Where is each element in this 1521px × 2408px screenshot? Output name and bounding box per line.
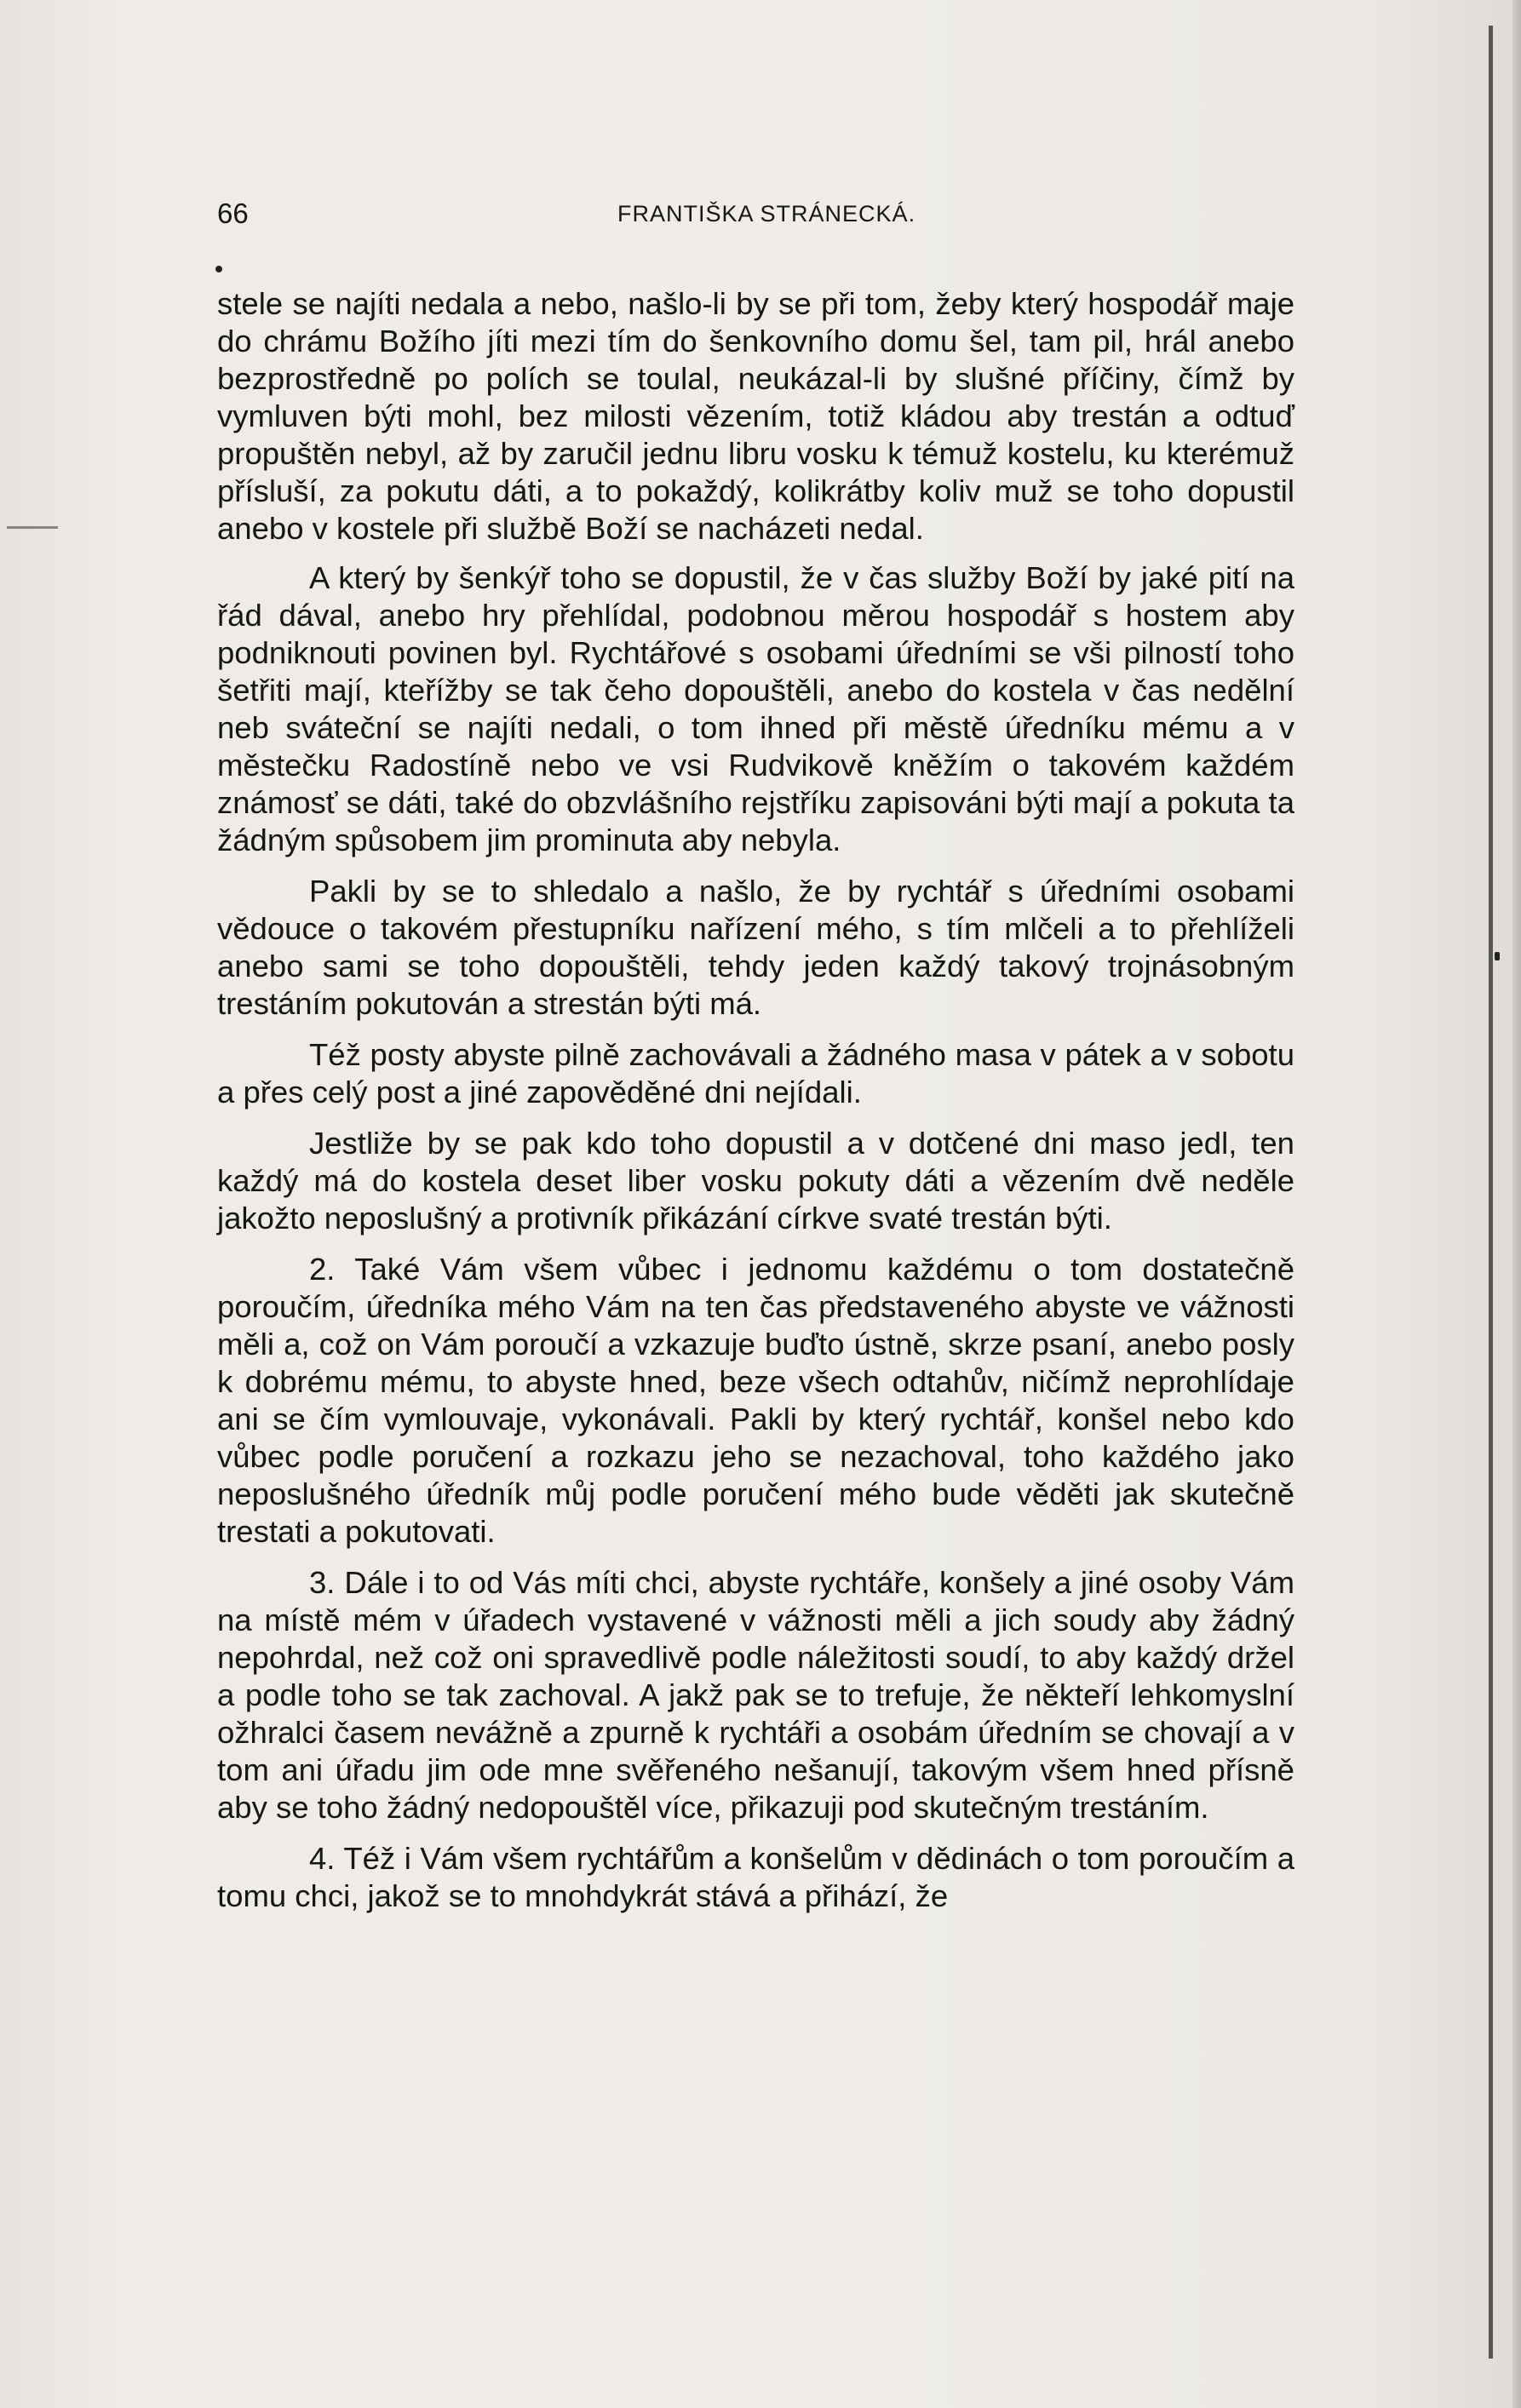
margin-mark bbox=[7, 526, 58, 529]
scan-edge-line bbox=[1489, 26, 1493, 2359]
paragraph: stele se najíti nedala a nebo, našlo-li by se při tom, žeby který hospodář maje do chrámu Božího jíti mezi tím do šenkovního domu šel, tam pil, hrál anebo bezprostředně po polích se toulal, neukázal-li by slušné příčiny, čímž by vymluven býti mohl, bez milosti vězením, totiž kládou aby trestán a odtuď propuštěn nebyl, až by zaručil jednu libru vosku k témuž kostelu, ku kterémuž přísluší, za pokutu dáti, a to pokaždý, kolikrátby koliv muž se toho dopustil anebo v kostele při službě Boží se nacházeti nedal. bbox=[217, 286, 1294, 546]
paragraph: Pakli by se to shledalo a našlo, že by rychtář s úředními osobami vědouce o takovém přestupníku nařízení mého, s tím mlčeli a to přehlíželi anebo sami se toho dopouštěli, tehdy jeden každý takový trojnásobným trestáním pokutován a strestán býti má. bbox=[217, 874, 1294, 1021]
paragraph: 3. Dále i to od Vás míti chci, abyste rychtáře, konšely a jiné osoby Vám na místě mém v úřadech vystavené v vážnosti měli a jich soudy aby žádný nepohrdal, než což oni spravedlivě podle náležitosti soudí, to aby každý držel a podle toho se tak zachoval. A jakž pak se to trefuje, že někteří lehkomyslní ožhralci časem nevážně a zpurně k rychtáři a osobám úředním se chovají a v tom ani úřadu jim ode mne svěřeného nešanují, takovým všem hned přísně aby se toho žádný nedopouštěl více, přikazuji pod skutečným trestáním. bbox=[217, 1565, 1294, 1825]
edge-mark bbox=[1495, 952, 1500, 960]
paragraph: 2. Také Vám všem vůbec i jednomu každému o tom dostatečně poroučím, úředníka mého Vám na ten čas představeného abyste ve vážnosti měli a, což on Vám poroučí a vzkazuje buďto ústně, skrze psaní, anebo posly k dobrému mému, to abyste hned, beze všech odtahův, ničímž neprohlídaje ani se čím vymlouvaje, vykonávali. Pakli by který rychtář, konšel nebo kdo vůbec podle poručení a rozkazu jeho se nezachoval, toho každého jako neposlušného úředník můj podle poručení mého bude věděti jak skutečně trestati a pokutovati. bbox=[217, 1252, 1294, 1549]
paragraph: A který by šenkýř toho se dopustil, že v čas služby Boží by jaké pití na řád dával, anebo hry přehlídal, podobnou měrou hospodář s hostem aby podniknouti povinen byl. Rychtářové s osobami úředními se vši pilností toho šetřiti mají, kteřížby se tak čeho dopouštěli, anebo do kostela v čas nedělní neb sváteční se najíti nedali, o tom ihned při městě úředníku mému a v městečku Radostíně nebo ve vsi Rudvikově kněžím o takovém každém známosť se dáti, také do obzvlášního rejstříku zapisováni býti mají a pokuta ta žádným spůsobem jim prominuta aby nebyla. bbox=[217, 560, 1294, 857]
paragraph: Jestliže by se pak kdo toho dopustil a v dotčené dni maso jedl, ten každý má do kostela deset liber vosku pokuty dáti a vězením dvě neděle jakožto neposlušný a protivník přikázání církve svaté trestán býti. bbox=[217, 1126, 1294, 1236]
scan-edge-shadow bbox=[1512, 0, 1521, 2408]
paragraph: 4. Též i Vám všem rychtářům a konšelům v dědinách o tom poroučím a tomu chci, jakož se to mnohdykrát stává a přihází, že bbox=[217, 1841, 1294, 1913]
page-header bbox=[217, 198, 1294, 240]
ink-dot bbox=[215, 266, 222, 272]
body-text bbox=[217, 285, 1294, 1929]
running-title: FRANTIŠKA STRÁNECKÁ. bbox=[617, 201, 916, 226]
page-number: 66 bbox=[217, 198, 249, 229]
paragraph: Též posty abyste pilně zachovávali a žádného masa v pátek a v sobotu a přes celý post a jiné zapověděné dni nejídali. bbox=[217, 1037, 1294, 1109]
